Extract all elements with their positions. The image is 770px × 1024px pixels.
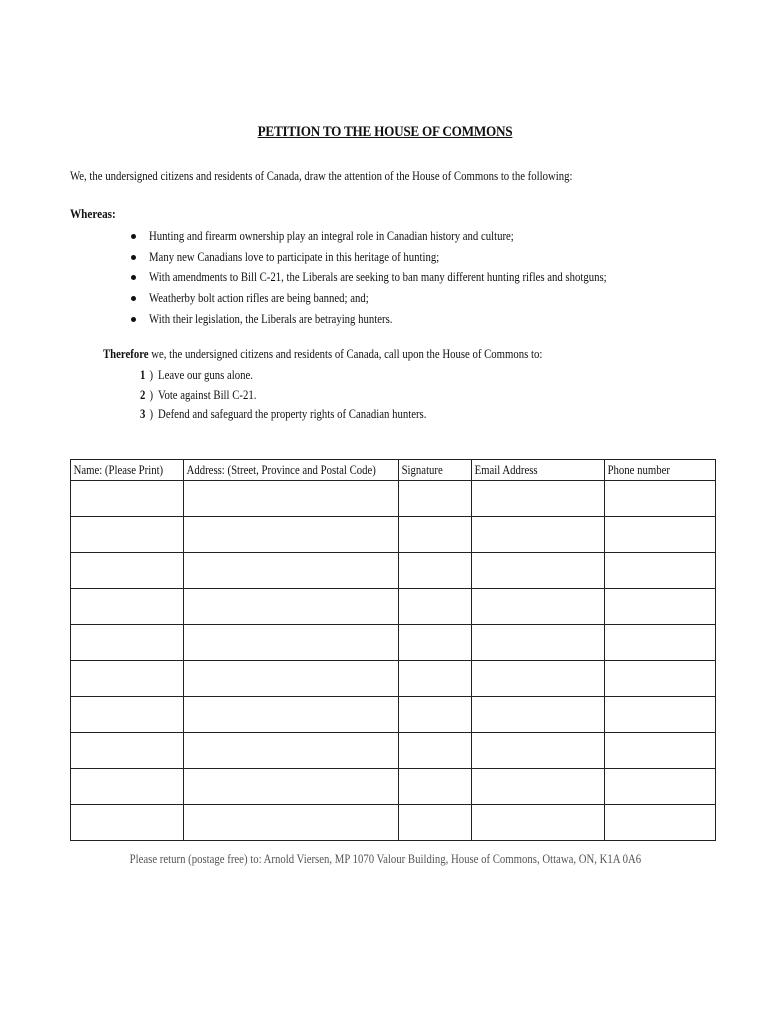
email-cell[interactable] — [472, 769, 605, 805]
name-cell[interactable] — [71, 553, 184, 589]
address-cell[interactable] — [184, 805, 399, 841]
demand-text: Defend and safeguard the property rights of Canadian hunters. — [158, 407, 427, 422]
table-row — [71, 661, 716, 697]
table-row — [71, 697, 716, 733]
address-cell[interactable] — [184, 517, 399, 553]
name-cell[interactable] — [71, 769, 184, 805]
table-row — [71, 769, 716, 805]
demand-item: 2 ) Vote against Bill C-21. — [140, 387, 257, 402]
phone-cell[interactable] — [605, 517, 716, 553]
phone-cell[interactable] — [605, 589, 716, 625]
signature-cell[interactable] — [399, 553, 472, 589]
bullet-icon — [131, 234, 136, 239]
signature-cell[interactable] — [399, 733, 472, 769]
table-row — [71, 517, 716, 553]
name-cell[interactable] — [71, 661, 184, 697]
name-cell[interactable] — [71, 805, 184, 841]
column-header-name: Name: (Please Print) — [71, 460, 184, 481]
address-cell[interactable] — [184, 625, 399, 661]
column-header-phone: Phone number — [605, 460, 716, 481]
address-cell[interactable] — [184, 481, 399, 517]
address-cell[interactable] — [184, 589, 399, 625]
signature-cell[interactable] — [399, 517, 472, 553]
whereas-item: Hunting and firearm ownership play an integral role in Canadian history and culture; — [131, 226, 681, 247]
whereas-item: With their legislation, the Liberals are betraying hunters. — [131, 309, 681, 330]
signature-cell[interactable] — [399, 625, 472, 661]
demands-list — [140, 366, 473, 425]
table-row — [71, 733, 716, 769]
address-cell[interactable] — [184, 697, 399, 733]
address-cell[interactable] — [184, 733, 399, 769]
table-row — [71, 553, 716, 589]
signature-table — [70, 459, 716, 841]
demand-number: 2 — [140, 387, 146, 402]
name-cell[interactable] — [71, 517, 184, 553]
column-header-email: Email Address — [472, 460, 605, 481]
footer-return-note: Please return (postage free) to: Arnold Viersen, MP 1070 Valour Building, House of Commons, Ottawa, ON, K1A 0A6 — [129, 852, 641, 866]
bullet-icon — [131, 255, 136, 260]
therefore-keyword: Therefore — [103, 347, 149, 361]
demand-text: Leave our guns alone. — [158, 368, 253, 383]
demand-item: 1 ) Leave our guns alone. — [140, 368, 253, 383]
phone-cell[interactable] — [605, 625, 716, 661]
name-cell[interactable] — [71, 589, 184, 625]
signature-rows — [71, 481, 716, 841]
signature-cell[interactable] — [399, 481, 472, 517]
name-cell[interactable] — [71, 481, 184, 517]
column-header-address: Address: (Street, Province and Postal Code) — [184, 460, 399, 481]
email-cell[interactable] — [472, 553, 605, 589]
email-cell[interactable] — [472, 733, 605, 769]
column-header-signature: Signature — [399, 460, 472, 481]
address-cell[interactable] — [184, 661, 399, 697]
demand-item: 3 ) Defend and safeguard the property rights of Canadian hunters. — [140, 407, 427, 422]
name-cell[interactable] — [71, 697, 184, 733]
phone-cell[interactable] — [605, 697, 716, 733]
whereas-heading: Whereas: — [70, 206, 116, 221]
phone-cell[interactable] — [605, 661, 716, 697]
whereas-item: With amendments to Bill C-21, the Liberals are seeking to ban many different hunting rifles and shotguns; — [131, 268, 681, 289]
page-title: PETITION TO THE HOUSE OF COMMONS — [257, 124, 513, 140]
demand-number: 3 — [140, 407, 146, 422]
demand-text: Vote against Bill C-21. — [158, 387, 257, 402]
therefore-paragraph — [103, 347, 542, 362]
name-cell[interactable] — [71, 625, 184, 661]
phone-cell[interactable] — [605, 733, 716, 769]
phone-cell[interactable] — [605, 553, 716, 589]
whereas-item: Weatherby bolt action rifles are being banned; and; — [131, 288, 681, 309]
therefore-text: we, the undersigned citizens and residents of Canada, call upon the House of Commons to: — [148, 347, 543, 361]
table-header-row — [71, 460, 716, 481]
email-cell[interactable] — [472, 589, 605, 625]
demand-number: 1 — [140, 368, 146, 383]
signature-cell[interactable] — [399, 697, 472, 733]
phone-cell[interactable] — [605, 769, 716, 805]
signature-cell[interactable] — [399, 805, 472, 841]
phone-cell[interactable] — [605, 805, 716, 841]
email-cell[interactable] — [472, 517, 605, 553]
email-cell[interactable] — [472, 625, 605, 661]
email-cell[interactable] — [472, 661, 605, 697]
bullet-icon — [131, 317, 136, 322]
table-row — [71, 589, 716, 625]
signature-cell[interactable] — [399, 769, 472, 805]
table-row — [71, 481, 716, 517]
address-cell[interactable] — [184, 769, 399, 805]
bullet-icon — [131, 296, 136, 301]
whereas-item: Many new Canadians love to participate in this heritage of hunting; — [131, 247, 681, 268]
whereas-list — [131, 226, 681, 330]
intro-text: We, the undersigned citizens and residents of Canada, draw the attention of the House of Commons to the following: — [70, 169, 573, 183]
email-cell[interactable] — [472, 697, 605, 733]
email-cell[interactable] — [472, 481, 605, 517]
signature-cell[interactable] — [399, 589, 472, 625]
address-cell[interactable] — [184, 553, 399, 589]
email-cell[interactable] — [472, 805, 605, 841]
table-row — [71, 625, 716, 661]
phone-cell[interactable] — [605, 481, 716, 517]
bullet-icon — [131, 275, 136, 280]
name-cell[interactable] — [71, 733, 184, 769]
table-row — [71, 805, 716, 841]
signature-cell[interactable] — [399, 661, 472, 697]
